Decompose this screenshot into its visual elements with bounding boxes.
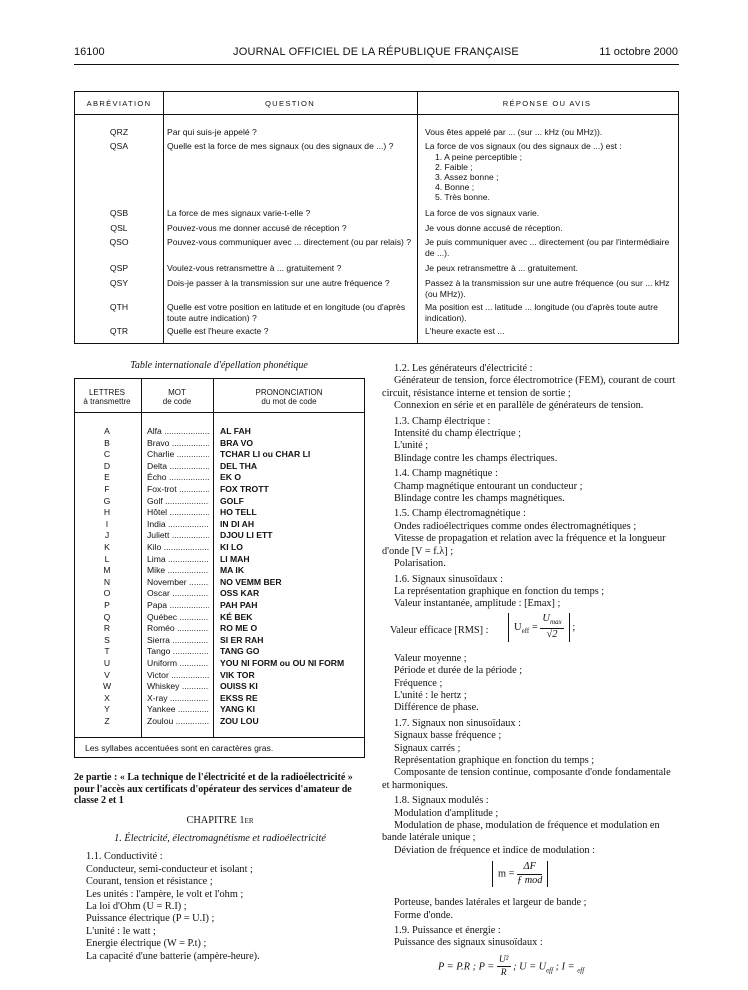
pronunciation: GOLF: [220, 495, 244, 506]
chapter-heading: CHAPITRE 1er: [186, 814, 254, 826]
phonetic-row: [75, 587, 364, 599]
pronunciation: YANG KI: [220, 704, 256, 715]
code-word: Zoulou .....: [147, 715, 209, 727]
phonetic-row: [75, 518, 364, 530]
code-word: Fox-trot .....: [147, 483, 209, 495]
q-code: QSY: [109, 278, 129, 288]
pronunciation: SI ER RAH: [220, 634, 264, 645]
pronunciation: OUISS KI: [220, 681, 258, 692]
code-word: Lima .....: [147, 553, 209, 565]
pronunciation: KI LO: [220, 542, 243, 552]
modulation-index-formula: m = $\frac{\Delta F}{\text{ƒ mod}}$: [382, 857, 678, 897]
header-answer: RÉPONSE OU AVIS: [502, 99, 592, 108]
text-line: Modulation d'amplitude ;: [394, 807, 499, 819]
phonetic-row: [75, 611, 364, 623]
text-line: Les unités : l'ampère, le volt et l'ohm ;: [86, 888, 244, 900]
q-code: QSA: [109, 141, 129, 151]
text-line: Porteuse, bandes latérales et largeur de bande ;: [394, 897, 587, 909]
text-line: Vitesse de propagation et relation avec la fréquence et la longueur d'onde [V = f.λ] ;: [382, 533, 666, 557]
letter: D: [103, 460, 111, 471]
code-word: Whiskey .....: [147, 680, 209, 692]
pronunciation: DEL THA: [220, 460, 258, 471]
q-question: Pouvez-vous me donner accusé de réception ?: [167, 223, 347, 233]
header-rule: [74, 64, 679, 65]
letter: S: [104, 634, 110, 645]
header-abbr: ABRÉVIATION: [86, 99, 152, 108]
pronunciation: AL FAH: [220, 426, 251, 436]
issue-date: 11 octobre 2000: [599, 46, 678, 58]
phonetic-row: [75, 703, 364, 715]
letter: Y: [104, 704, 110, 715]
text-line: Conducteur, semi-conducteur et isolant ;: [86, 863, 253, 875]
text-line: Représentation graphique en fonction du temps ;: [394, 754, 595, 766]
q-question: Quelle est la force de mes signaux (ou des signaux de ...) ?: [167, 141, 394, 151]
phonetic-row: [75, 680, 364, 692]
text-line: Différence de phase.: [394, 702, 479, 714]
pronunciation: IN DI AH: [220, 518, 255, 529]
pronunciation: HO TELL: [220, 507, 257, 518]
header-pronunciation: PRONONCIATION du mot de code: [255, 388, 323, 406]
pronunciation: DJOU LI ETT: [220, 530, 273, 541]
text-line: Déviation de fréquence et indice de modulation :: [394, 844, 596, 856]
q-code: QSP: [109, 263, 129, 273]
phonetic-row: [75, 425, 364, 437]
pronunciation: LI MAH: [220, 553, 250, 564]
pronunciation: BRA VO: [220, 437, 254, 448]
left-column-text: [74, 772, 366, 963]
signal-strength-item: 3. Assez bonne ;: [435, 171, 499, 182]
phonetic-row: [75, 529, 364, 541]
text-line: Puissance électrique (P = U.I) ;: [86, 913, 215, 925]
text-line: Champ magnétique entourant un conducteur ;: [394, 480, 583, 492]
text-line: Blindage contre les champs électriques.: [394, 452, 558, 464]
code-word: India .....: [147, 518, 209, 530]
q-code: QSO: [109, 237, 129, 247]
letter: K: [104, 542, 110, 552]
q-table-header: [75, 92, 678, 115]
pronunciation: RO ME O: [220, 623, 258, 634]
code-word: Golf .....: [147, 495, 209, 507]
phonetic-row: [75, 715, 364, 727]
code-word: Roméo .....: [147, 622, 209, 634]
phonetic-footnote: Les syllabes accentuées sont en caractères gras.: [75, 737, 364, 759]
letter: L: [104, 553, 110, 564]
phonetic-row: [75, 564, 364, 576]
pronunciation: TCHAR LI ou CHAR LI: [220, 449, 311, 460]
code-word: Québec .....: [147, 611, 209, 623]
pronunciation: FOX TROTT: [220, 484, 269, 494]
text-line: Puissance des signaux sinusoïdaux :: [394, 937, 543, 949]
q-question: Voulez-vous retransmettre à ... gratuitement ?: [167, 263, 342, 273]
power-formula: P = P.R ; P = $\frac{\text{U²}}{R}$ ; $U = U_{eff}$ ; I = $_{eff}$: [438, 954, 585, 979]
phonetic-row: [75, 471, 364, 483]
text-line: Courant, tension et résistance ;: [86, 876, 213, 888]
text-line: Ondes radioélectriques comme ondes électromagnétiques ;: [394, 520, 637, 532]
code-word: X-ray .....: [147, 692, 209, 704]
subsection-heading: 1.2. Les générateurs d'électricité :: [394, 363, 533, 374]
code-word: Kilo .....: [147, 541, 209, 553]
text-line: Blindage contre les champs magnétiques.: [394, 493, 565, 505]
signal-strength-item: 5. Très bonne.: [435, 191, 490, 202]
letter: J: [104, 530, 110, 541]
q-question: Dois-je passer à la transmission sur une autre fréquence ?: [167, 278, 390, 288]
q-code-table: [74, 91, 679, 344]
pronunciation: OSS KAR: [220, 588, 260, 599]
phonetic-row: [75, 634, 364, 646]
q-answer: Je peux retransmettre à ... gratuitement.: [425, 263, 578, 273]
letter: N: [103, 576, 111, 587]
header-letters: LETTRES à transmettre: [83, 388, 131, 406]
letter: G: [103, 495, 111, 506]
text-line: Générateur de tension, force électromotrice (FEM), courant de court circuit, résistance interne et tension de sortie ;: [382, 375, 676, 399]
phonetic-row: [75, 599, 364, 611]
subsection-heading: 1.8. Signaux modulés :: [394, 795, 489, 807]
phonetic-row: [75, 645, 364, 657]
code-word: Hôtel .....: [147, 506, 209, 518]
q-answer: Ma position est ... latitude ... longitude (ou d'après toute autre indication).: [425, 302, 658, 323]
text-line: La capacité d'une batterie (ampère-heure).: [86, 950, 260, 962]
letter: C: [103, 449, 111, 460]
signal-strength-item: 1. A peine perceptible ;: [435, 151, 522, 162]
letter: F: [104, 484, 110, 494]
pronunciation: ZOU LOU: [220, 716, 259, 726]
section-title: 1. Électricité, électromagnétisme et radioélectricité: [114, 832, 326, 844]
subsection-heading: 1.4. Champ magnétique :: [394, 468, 498, 480]
pronunciation: VIK TOR: [220, 669, 255, 680]
q-answer: La force de vos signaux (ou des signaux de ...) est : 1. A peine perceptible ; 2. Faible ; 3. Assez bonne ; 4. Bonne ; 5. Très bonne.: [425, 141, 673, 202]
phonetic-table-title: Table internationale d'épellation phonétique: [130, 360, 308, 371]
letter: I: [105, 518, 109, 529]
phonetic-row: [75, 495, 364, 507]
phonetic-row: [75, 692, 364, 704]
pronunciation: MA IK: [220, 565, 245, 576]
text-line: La représentation graphique en fonction du temps ;: [394, 585, 605, 597]
text-line: Fréquence ;: [394, 677, 443, 689]
text-line: L'unité : le hertz ;: [394, 689, 467, 701]
code-word: Juliett .....: [147, 529, 209, 541]
text-line: Connexion en série et en parallèle de générateurs de tension.: [394, 400, 644, 412]
q-question: La force de mes signaux varie-t-elle ?: [167, 208, 311, 218]
q-code: QTR: [109, 326, 129, 336]
q-code: QSL: [110, 223, 128, 233]
letter: H: [103, 507, 111, 518]
letter: E: [104, 472, 110, 483]
q-question: Par qui suis-je appelé ?: [167, 127, 257, 137]
code-word: Tango .....: [147, 645, 209, 657]
letter: X: [104, 692, 110, 703]
letter: Z: [104, 716, 110, 726]
letter: T: [104, 646, 110, 657]
q-question: Quelle est l'heure exacte ?: [167, 326, 269, 336]
text-line: L'unité ;: [394, 440, 429, 452]
letter: B: [104, 437, 110, 448]
letter: W: [102, 681, 112, 692]
code-word: Delta .....: [147, 460, 209, 472]
letter: R: [103, 623, 111, 634]
text-line: L'unité : le watt ;: [86, 925, 156, 937]
letter: A: [104, 426, 110, 436]
phonetic-row: [75, 553, 364, 565]
phonetic-row: [75, 460, 364, 472]
rms-label: Valeur efficace [RMS] :: [390, 624, 489, 636]
phonetic-row: [75, 622, 364, 634]
rms-formula: [382, 611, 678, 653]
phonetic-table: [74, 378, 365, 758]
journal-title: JOURNAL OFFICIEL DE LA RÉPUBLIQUE FRANÇAISE: [233, 46, 519, 58]
pronunciation: EK O: [220, 472, 242, 483]
header-question: QUESTION: [264, 99, 316, 108]
text-line: Signaux carrés ;: [394, 742, 461, 754]
pronunciation: NO VEMM BER: [220, 576, 282, 587]
header-word: MOT de code: [162, 388, 192, 406]
q-answer: Je vous donne accusé de réception.: [425, 223, 563, 233]
text-line: Modulation de phase, modulation de fréquence et modulation en bande latérale unique ;: [382, 820, 660, 844]
phonetic-row: [75, 506, 364, 518]
letter: O: [103, 588, 111, 599]
subsection-heading: 1.5. Champ électromagnétique :: [394, 508, 526, 520]
text-line: Forme d'onde.: [394, 909, 454, 921]
subsection-heading: 1.7. Signaux non sinusoïdaux :: [394, 717, 521, 729]
phonetic-row: [75, 541, 364, 553]
subsection-heading: 1.9. Puissance et énergie :: [394, 925, 501, 937]
q-answer: La force de vos signaux varie.: [425, 208, 540, 218]
right-column-text: [382, 360, 678, 979]
pronunciation: PAH PAH: [220, 600, 258, 610]
text-line: Energie électrique (W = P.t) ;: [86, 938, 207, 950]
text-line: Signaux basse fréquence ;: [394, 730, 502, 742]
phonetic-row: [75, 437, 364, 449]
code-word: Bravo .....: [147, 437, 209, 449]
page-number: 16100: [74, 46, 105, 58]
pronunciation: KÉ BEK: [220, 611, 253, 622]
phonetic-row: [75, 483, 364, 495]
phonetic-row: [75, 448, 364, 460]
rms-equation: $U_{eff}$ = $\frac{U_{max}}{√2}$ ;: [508, 613, 575, 642]
subsection-heading: 1.6. Signaux sinusoïdaux :: [394, 573, 503, 585]
q-code: QSB: [109, 208, 129, 218]
text-line: Valeur instantanée, amplitude : [Emax] ;: [394, 598, 561, 610]
phonetic-row: [75, 669, 364, 681]
part-heading: 2e partie : « La technique de l'électricité et de la radioélectricité » pour l'accès aux certificats d'opérateur des services d'amateur de classe 2 et 1: [74, 772, 353, 806]
q-answer: Vous êtes appelé par ... (sur ... kHz (ou MHz)).: [425, 127, 603, 137]
letter: U: [103, 658, 111, 668]
q-code: QTH: [109, 302, 129, 312]
text-line: Valeur moyenne ;: [394, 652, 467, 664]
column-divider: [417, 92, 418, 343]
code-word: November .....: [147, 576, 209, 588]
signal-strength-item: 4. Bonne ;: [435, 181, 475, 192]
letter: V: [104, 669, 110, 680]
phonetic-table-header: [75, 379, 364, 413]
code-word: Uniform .....: [147, 657, 209, 669]
text-line: La loi d'Ohm (U = R.I) ;: [86, 900, 187, 912]
text-line: Composante de tension continue, composante d'onde fondamentale et harmoniques.: [382, 767, 671, 791]
code-word: Écho .....: [147, 471, 209, 483]
signal-strength-item: 2. Faible ;: [435, 161, 473, 172]
q-answer: Je puis communiquer avec ... directement (ou par l'intermédiaire de ...).: [425, 237, 670, 258]
q-answer: Passez à la transmission sur une autre fréquence (ou sur ... kHz (ou MHz)).: [425, 278, 670, 299]
code-word: Papa .....: [147, 599, 209, 611]
letter: P: [104, 600, 110, 610]
code-word: Sierra .....: [147, 634, 209, 646]
text-line: Période et durée de la période ;: [394, 665, 523, 677]
text-line: Intensité du champ électrique ;: [394, 428, 521, 440]
pronunciation: YOU NI FORM ou OU NI FORM: [220, 658, 345, 668]
subsection-heading: 1.3. Champ électrique :: [394, 415, 491, 427]
text-line: Polarisation.: [394, 558, 446, 570]
code-word: Yankee .....: [147, 703, 209, 715]
code-word: Mike .....: [147, 564, 209, 576]
pronunciation: EKSS RE: [220, 692, 258, 703]
code-word: Oscar .....: [147, 587, 209, 599]
column-divider: [163, 92, 164, 343]
phonetic-row: [75, 576, 364, 588]
q-code: QRZ: [109, 127, 129, 137]
code-word: Alfa .....: [147, 425, 209, 437]
code-word: Victor .....: [147, 669, 209, 681]
q-question: Pouvez-vous communiquer avec ... directement (ou par relais) ?: [167, 237, 412, 247]
phonetic-row: [75, 657, 364, 669]
letter: M: [103, 565, 111, 576]
q-answer: L'heure exacte est ...: [425, 326, 505, 336]
pronunciation: TANG GO: [220, 646, 260, 657]
q-question: Quelle est votre position en latitude et en longitude (ou d'après toute autre indication) ?: [167, 302, 406, 323]
code-word: Charlie .....: [147, 448, 209, 460]
letter: Q: [103, 611, 111, 622]
subsection-heading: 1.1. Conductivité :: [86, 851, 163, 863]
